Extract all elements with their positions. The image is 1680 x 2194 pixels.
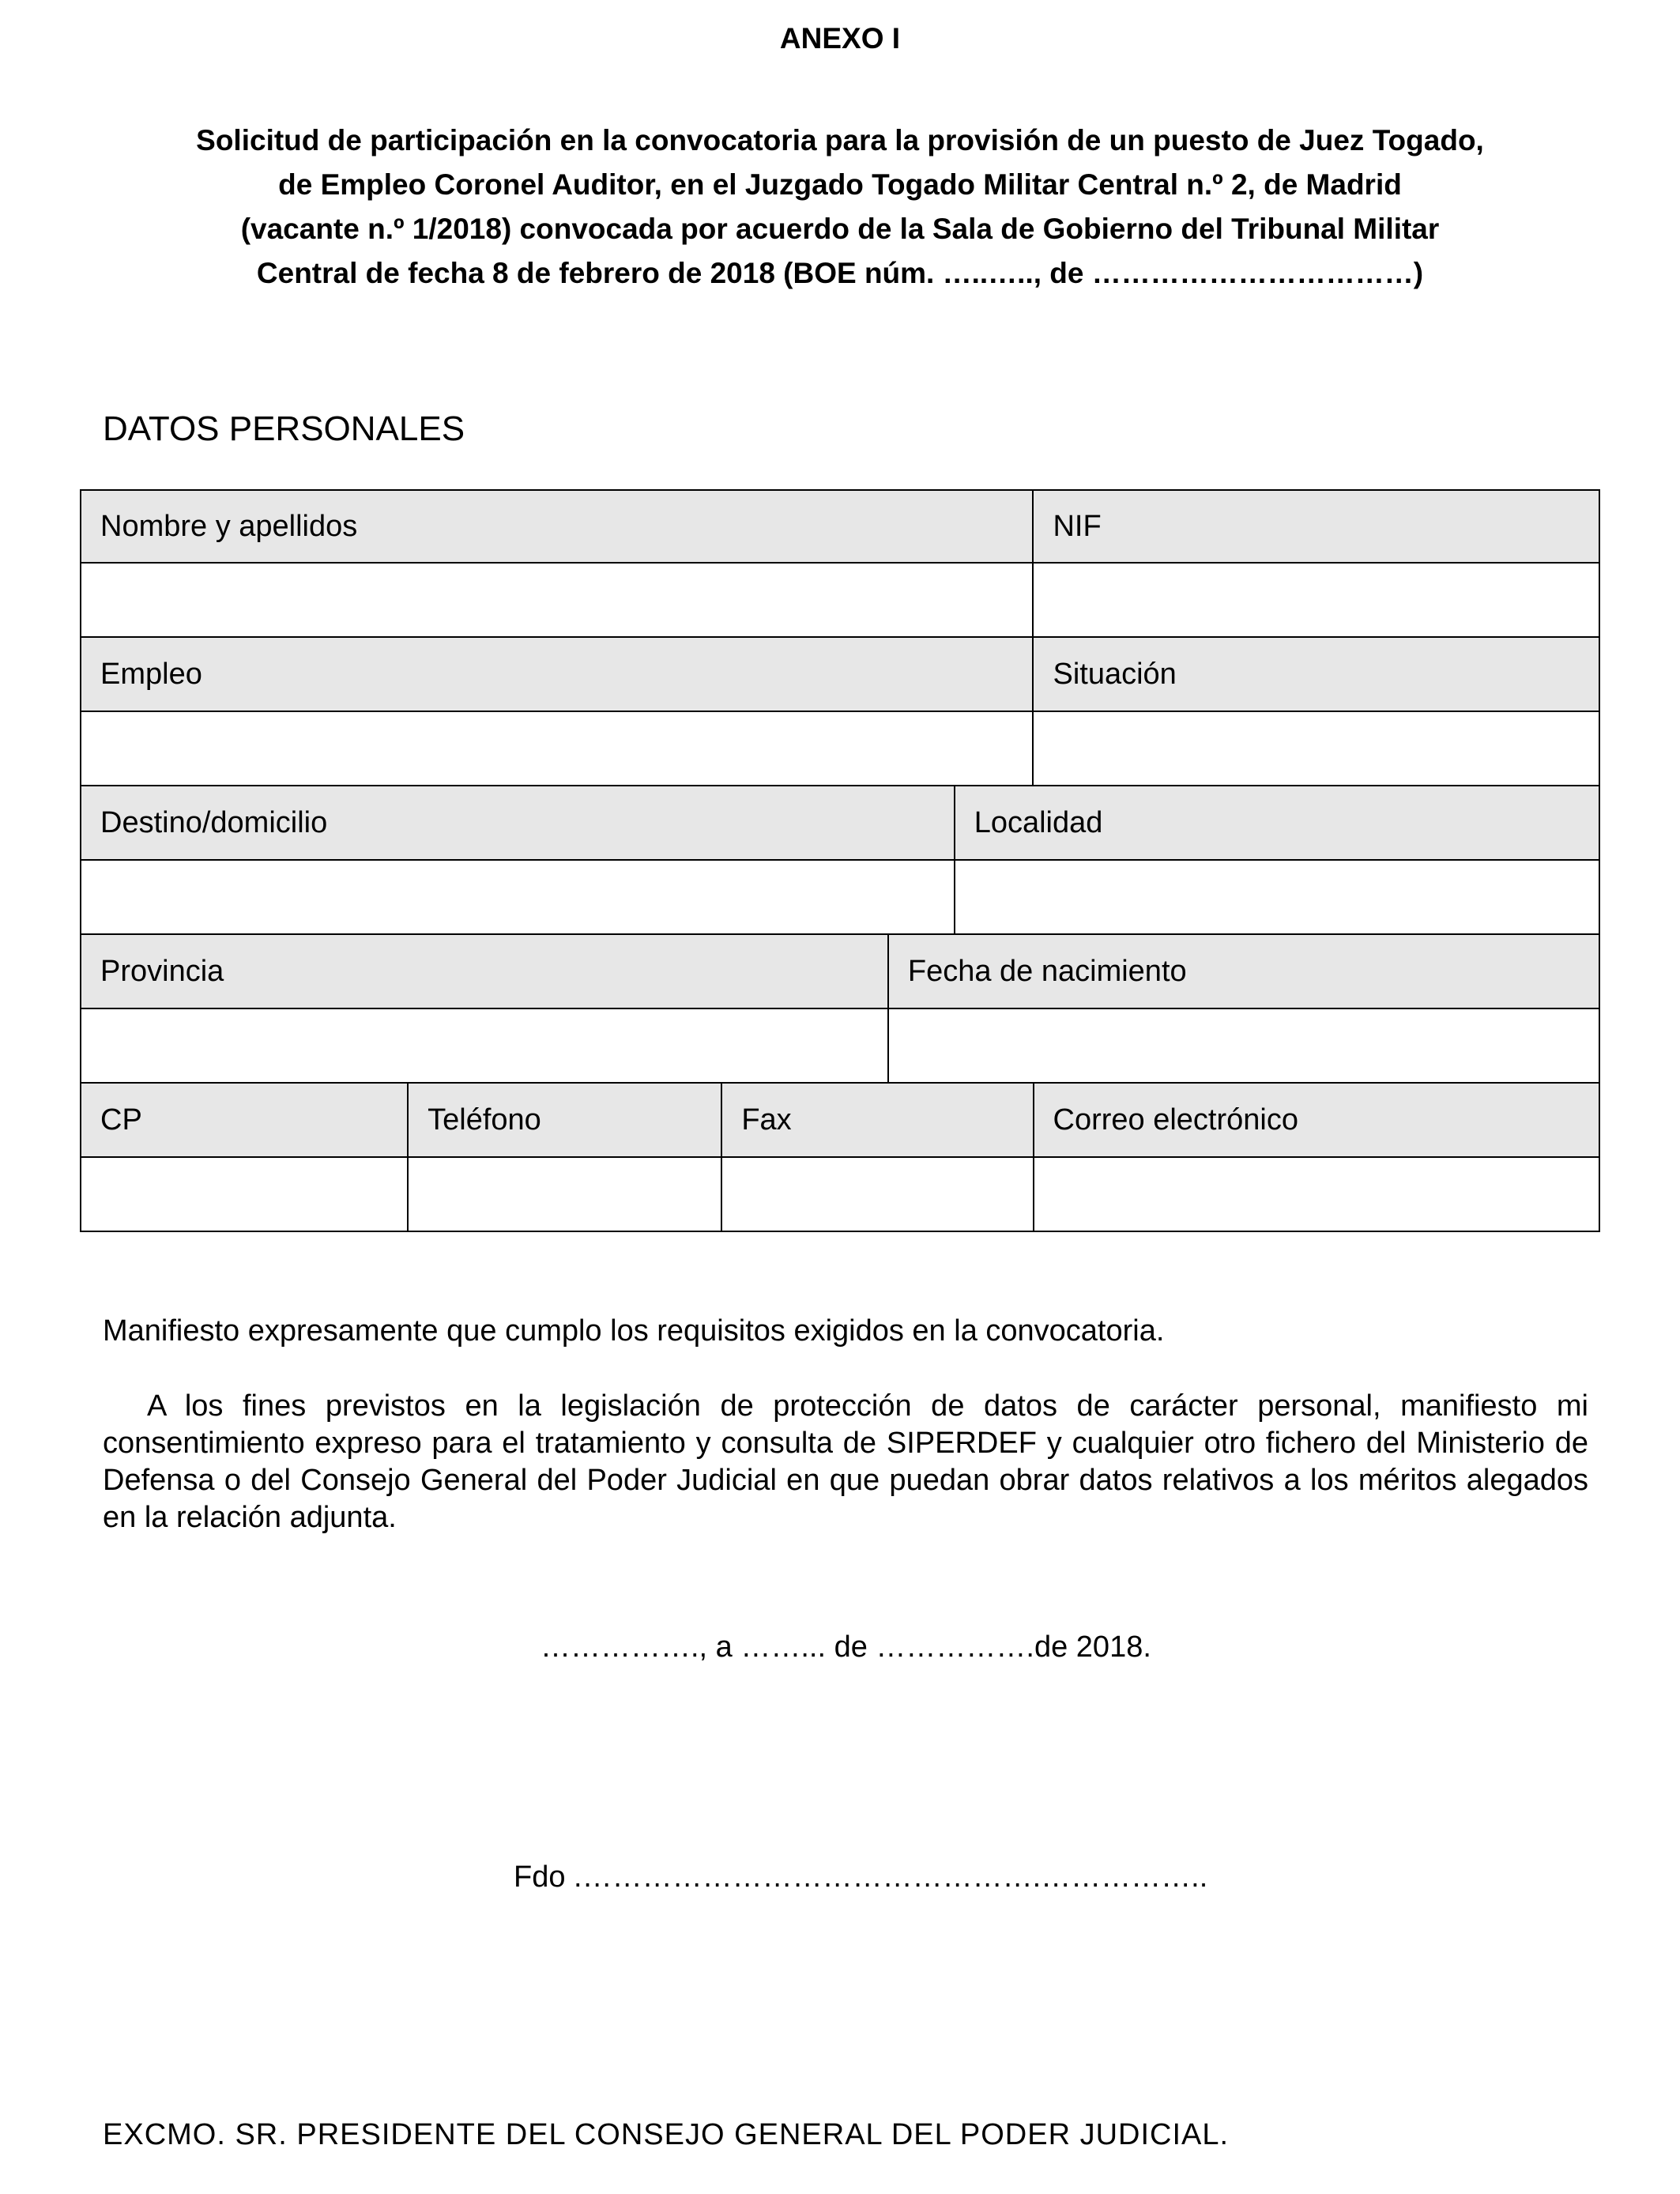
telefono-field[interactable] — [407, 1158, 721, 1231]
title-line-1: Solicitud de participación en la convocatoria para la provisión de un puesto de Juez Togado, — [196, 124, 1484, 156]
label-provincia: Provincia — [100, 954, 224, 988]
fecha-nacimiento-field[interactable] — [887, 1009, 1599, 1082]
label-telefono: Teléfono — [407, 1084, 721, 1156]
title-line-4: Central de fecha 8 de febrero de 2018 (BOE núm. …..….., de ……………………………) — [256, 257, 1424, 289]
label-cp: CP — [100, 1103, 142, 1137]
title-line-2: de Empleo Coronel Auditor, en el Juzgado Togado Militar Central n.º 2, de Madrid — [278, 168, 1402, 201]
destino-field[interactable] — [81, 861, 954, 933]
form-row-header — [80, 638, 1600, 712]
label-correo: Correo electrónico — [1033, 1084, 1599, 1156]
signature-line: Fdo .……………………………………….…………….. — [514, 1860, 1208, 1894]
label-empleo: Empleo — [100, 657, 202, 691]
cp-field[interactable] — [81, 1158, 407, 1231]
label-nif: NIF — [1032, 491, 1599, 562]
personal-data-form — [80, 489, 1600, 1232]
document-title — [103, 119, 1577, 296]
nif-field[interactable] — [1032, 564, 1599, 636]
label-situacion: Situación — [1032, 638, 1599, 711]
form-row-input — [80, 1009, 1600, 1084]
date-line: ……………., a ……... de …………….de 2018. — [541, 1630, 1151, 1664]
fax-field[interactable] — [721, 1158, 1032, 1231]
form-row-input — [80, 861, 1600, 935]
provincia-field[interactable] — [81, 1009, 887, 1082]
section-title-personal-data: DATOS PERSONALES — [103, 409, 465, 448]
form-row-header — [80, 1084, 1600, 1158]
addressee: EXCMO. SR. PRESIDENTE DEL CONSEJO GENERAL DEL PODER JUDICIAL. — [103, 2118, 1230, 2151]
annex-heading: ANEXO I — [779, 22, 901, 55]
label-nombre: Nombre y apellidos — [100, 509, 358, 543]
label-destino: Destino/domicilio — [100, 805, 328, 839]
form-row-header — [80, 935, 1600, 1009]
nombre-field[interactable] — [81, 564, 1032, 636]
form-row-input — [80, 1158, 1600, 1232]
form-row-header — [80, 489, 1600, 564]
label-localidad: Localidad — [954, 786, 1599, 859]
empleo-field[interactable] — [81, 712, 1032, 785]
form-row-header — [80, 786, 1600, 861]
declaration-paragraph: Manifiesto expresamente que cumplo los requisitos exigidos en la convocatoria. — [103, 1314, 1165, 1348]
label-fax: Fax — [721, 1084, 1032, 1156]
situacion-field[interactable] — [1032, 712, 1599, 785]
label-fecha-nacimiento: Fecha de nacimiento — [887, 935, 1599, 1008]
correo-field[interactable] — [1033, 1158, 1599, 1231]
form-row-input — [80, 712, 1600, 786]
consent-paragraph: A los fines previstos en la legislación de protección de datos de carácter personal, manifiesto mi consentimiento expreso para el tratamiento y consulta de SIPERDEF y cualquier otro fichero del Ministerio de Defensa o del Consejo General del Poder Judicial en que puedan obrar datos relativos a los méritos alegados en la relación adjunta. — [103, 1389, 1588, 1534]
form-row-input — [80, 564, 1600, 638]
localidad-field[interactable] — [954, 861, 1599, 933]
title-line-3: (vacante n.º 1/2018) convocada por acuerdo de la Sala de Gobierno del Tribunal Militar — [240, 213, 1440, 245]
